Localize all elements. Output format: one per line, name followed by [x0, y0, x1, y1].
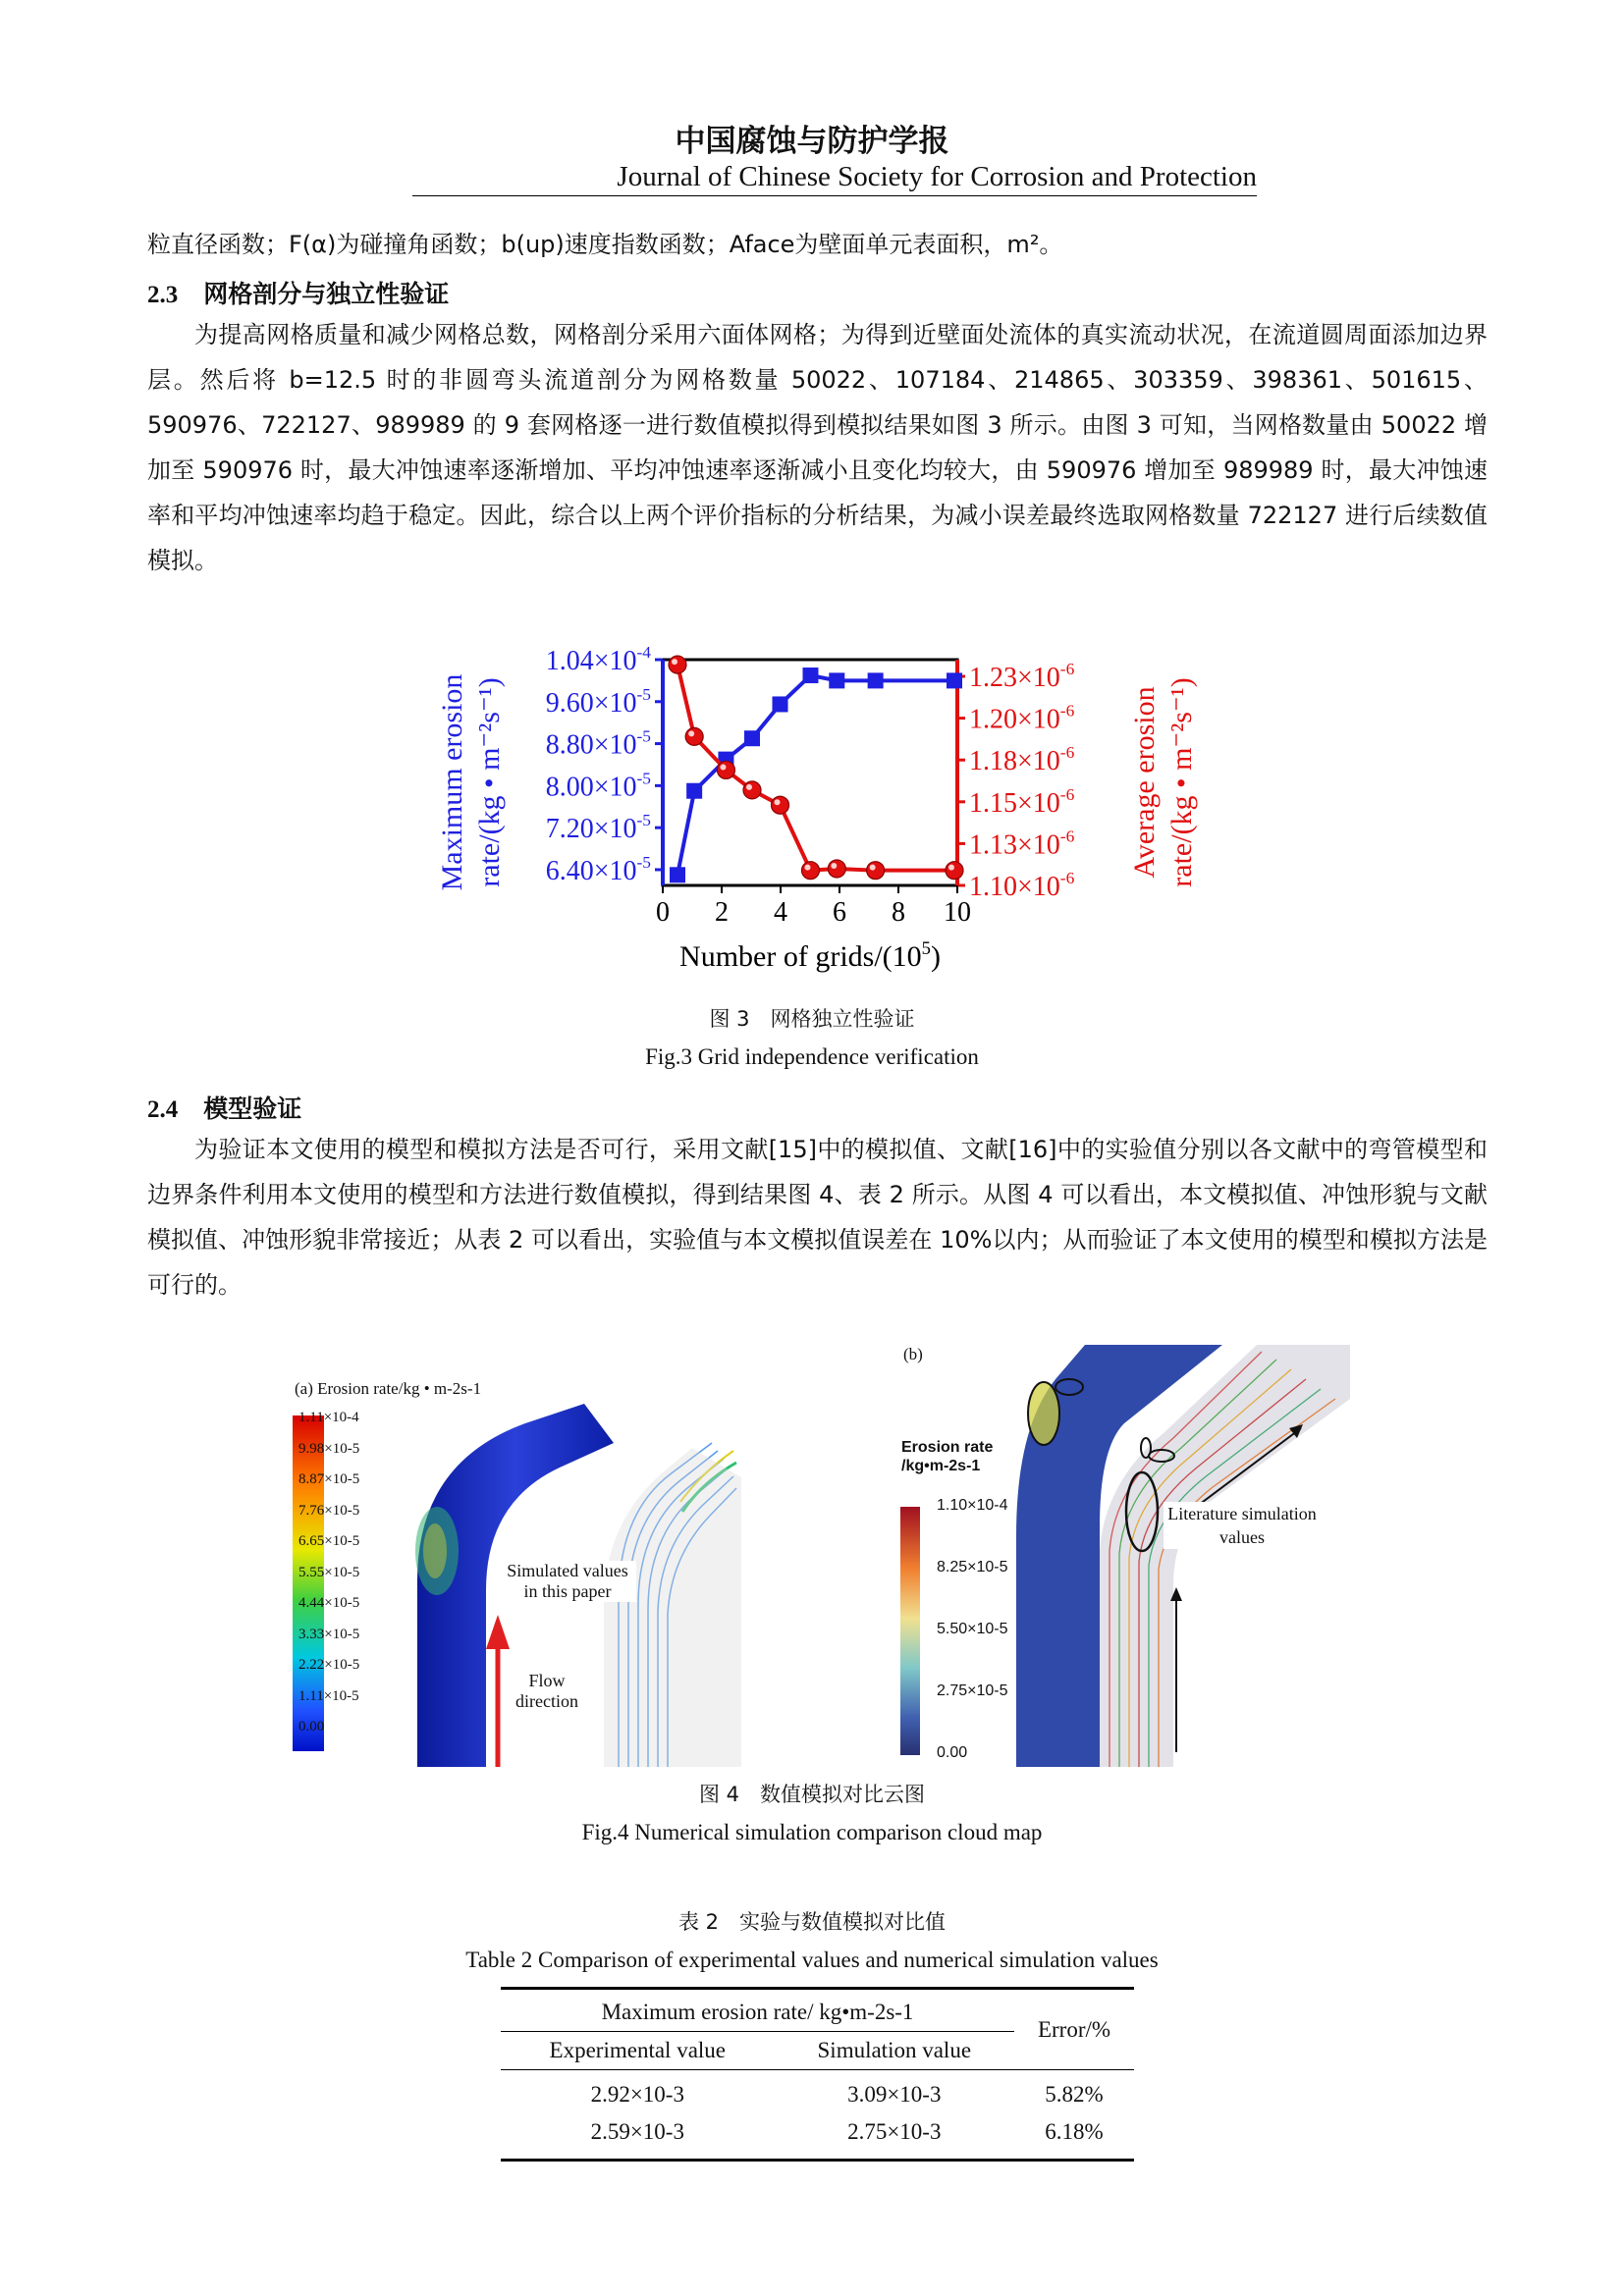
section-2-4-paragraph: 为验证本文使用的模型和模拟方法是否可行，采用文献[15]中的模拟值、文献[16]中的实验值分别以各文献中的弯管模型和边界条件利用本文使用的模型和方法进行数值模拟，得到结果图 4、表 2 所示。从图 4 可以看出，本文模拟值、冲蚀形貌与文献模拟值、冲蚀形貌非常接近；从表 2 可以看出，实验值与本文模拟值误差在 10%以内；从而验证了本文使用的模型和模拟方法是可行的。 [147, 1136, 1488, 1299]
data-point-square [868, 672, 884, 688]
fig4b-colorbar [900, 1507, 920, 1755]
data-point-highlight [948, 865, 954, 871]
fig4a-flow-label [513, 1671, 581, 1712]
fig4a-colorbar-title: (a) Erosion rate/kg • m-2s-1 [295, 1379, 482, 1398]
data-point-square [686, 783, 702, 799]
data-point-highlight [804, 865, 810, 871]
comparison-table [501, 1987, 1134, 2162]
data-point-circle [685, 727, 703, 745]
section-number: 2.3 [147, 282, 179, 308]
data-point-square [773, 696, 788, 712]
fig4b-title-line1: Erosion rate [901, 1439, 994, 1456]
data-point-highlight [870, 865, 876, 871]
flow-label-line1: Flow [528, 1671, 566, 1690]
x-tick-label: 2 [715, 897, 729, 928]
x-tick-label: 10 [944, 897, 971, 928]
data-point-square [802, 667, 818, 683]
section-number: 2.4 [147, 1096, 179, 1123]
fig4b-tick-list [925, 1497, 1013, 1762]
data-point-square [829, 672, 844, 688]
data-point-circle [828, 860, 845, 878]
table2-caption-en: Table 2 Comparison of experimental values and numerical simulation values [465, 1948, 1159, 1972]
y-right-axis-label: Average erosion [1128, 686, 1161, 879]
grid-independence-chart [422, 628, 1227, 991]
colorbar-tick-label: 5.55×10-5 [298, 1564, 360, 1580]
cell-simulation: 2.75×10-3 [775, 2113, 1014, 2161]
x-tick-label: 4 [774, 897, 787, 928]
fig4b-colorbar-title [901, 1438, 993, 1475]
table-group-header: Maximum erosion rate/ kg•m-2s-1 [501, 1989, 1014, 2032]
data-point-circle [801, 862, 819, 880]
journal-title-en: Journal of Chinese Society for Corrosion and Protection [412, 161, 1257, 196]
cell-experimental: 2.92×10-3 [590, 2082, 684, 2107]
fig4b-label-line1: Literature simulation [1167, 1504, 1317, 1523]
data-point-highlight [688, 730, 694, 736]
section-title: 网格剖分与独立性验证 [203, 280, 450, 308]
table-header-error: Error/% [1037, 2016, 1111, 2042]
section-2-3-paragraph: 为提高网格质量和减少网格总数，网格剖分采用六面体网格；为得到近壁面处流体的真实流动状况，在流道圆周面添加边界层。然后将 b=12.5 时的非圆弯头流道剖分为网格数量 50022、107184、214865、303359、398361、501615、590976、722127、989989 的 9 套网格逐一进行数值模拟得到模拟结果如图 3 所示。由图 3 可知，当网格数量由 50022 增加至 590976 时，最大冲蚀速率逐渐增加、平均冲蚀速率逐渐减小且变化均较大，由 590976 增加至 989989 时，最大冲蚀速率和平均冲蚀速率均趋于稳定。因此，综合以上两个评价指标的分析结果，为减小误差最终选取网格数量 722127 进行后续数值模拟。 [147, 321, 1488, 574]
data-point-circle [669, 656, 686, 673]
section-title: 模型验证 [203, 1095, 302, 1123]
colorbar-tick-label: 5.50×10-5 [937, 1621, 1008, 1637]
data-point-highlight [720, 764, 726, 770]
section-heading-2-4 [147, 1090, 301, 1125]
fig4a-label-line2: in this paper [523, 1581, 612, 1601]
data-point-square [670, 867, 685, 882]
colorbar-tick-label: 1.11×10-5 [298, 1687, 359, 1704]
section-heading-2-3 [147, 275, 449, 310]
y-left-tick-label: $1.04\times 10^{-4}$ [545, 643, 651, 676]
data-point-circle [946, 862, 963, 880]
cell-error: 6.18% [1014, 2113, 1134, 2161]
y-left-tick-label: $7.20\times 10^{-5}$ [545, 811, 651, 845]
fig4b-tag: (b) [903, 1345, 923, 1363]
colorbar-tick-label: 2.75×10-5 [937, 1682, 1008, 1699]
table-row [501, 2070, 1134, 2114]
y-left-tick-label: $6.40\times 10^{-5}$ [545, 852, 651, 886]
fig4b-label-line2: values [1219, 1527, 1265, 1547]
colorbar-tick-label: 3.33×10-5 [298, 1626, 360, 1642]
flow-label-line2: direction [515, 1691, 578, 1711]
fig4a-tick-list [287, 1410, 360, 1748]
data-point-highlight [672, 659, 677, 665]
colorbar-tick-label: 6.65×10-5 [298, 1533, 360, 1549]
intro-line: 粒直径函数；F(α)为碰撞角函数；b(up)速度指数函数；Aface为壁面单元表面积，m²。 [147, 231, 1063, 258]
table-row [501, 2113, 1134, 2161]
y-right-axis-label-2: rate/(kg • m⁻²s⁻¹) [1165, 677, 1198, 887]
cell-experimental: 2.59×10-3 [501, 2113, 775, 2161]
fig3-caption-en: Fig.3 Grid independence verification [645, 1044, 979, 1069]
data-point-circle [717, 761, 734, 778]
y-right-tick-label: $1.15\times 10^{-6}$ [969, 784, 1075, 819]
colorbar-tick-label: 1.10×10-4 [937, 1497, 1008, 1514]
colorbar-tick-label: 8.25×10-5 [937, 1559, 1008, 1575]
table2-caption-cn: 表 2 实验与数值模拟对比值 [677, 1910, 947, 1934]
colorbar-tick-label: 7.76×10-5 [298, 1502, 360, 1519]
fig4a-label-line1: Simulated values [507, 1561, 628, 1580]
y-left-tick-label: $8.00\times 10^{-5}$ [545, 769, 651, 803]
x-tick-label: 0 [656, 897, 670, 928]
data-point-circle [772, 796, 789, 814]
x-axis-label: Number of grids/$(10^5)$ [679, 938, 941, 973]
fig4b-label [1164, 1502, 1321, 1549]
fig3-caption-cn: 图 3 网格独立性验证 [709, 1007, 915, 1031]
cell-error: 5.82% [1045, 2082, 1104, 2107]
colorbar-tick-label: 2.22×10-5 [298, 1657, 360, 1673]
table-header-simulation: Simulation value [817, 2038, 972, 2062]
y-left-tick-label: $9.60\times 10^{-5}$ [545, 684, 651, 719]
y-right-tick-label: $1.10\times 10^{-6}$ [969, 869, 1075, 902]
colorbar-tick-label: 0.00 [937, 1744, 968, 1761]
plot-frame [663, 660, 957, 885]
y-right-tick-label: $1.23\times 10^{-6}$ [969, 660, 1075, 694]
data-point-highlight [831, 863, 837, 869]
data-point-circle [867, 862, 885, 880]
colorbar-tick-label: 8.87×10-5 [298, 1471, 360, 1487]
journal-title-cn: 中国腐蚀与防护学报 [675, 124, 949, 159]
data-point-square [744, 730, 760, 746]
fig4b-title-line2: /kg•m-2s-1 [901, 1458, 981, 1474]
colorbar-tick-label: 4.44×10-5 [298, 1595, 360, 1611]
fig4a-label [499, 1561, 636, 1602]
cell-simulation: 3.09×10-3 [847, 2082, 942, 2107]
data-point-square [947, 672, 962, 688]
y-right-tick-label: $1.13\times 10^{-6}$ [969, 827, 1075, 861]
x-tick-label: 8 [892, 897, 905, 928]
y-left-axis-label-2: rate/(kg • m⁻²s⁻¹) [473, 677, 506, 887]
fig4-caption-cn: 图 4 数值模拟对比云图 [698, 1783, 926, 1806]
y-right-tick-label: $1.18\times 10^{-6}$ [969, 743, 1075, 777]
colorbar-tick-label: 0.00 [298, 1719, 325, 1735]
table-header-experimental: Experimental value [549, 2038, 726, 2062]
y-left-axis-label: Maximum erosion [436, 673, 468, 891]
y-left-tick-label: $8.80\times 10^{-5}$ [545, 726, 651, 761]
colorbar-tick-label: 1.11×10-4 [298, 1410, 359, 1425]
data-point-highlight [746, 784, 752, 790]
fig4-caption-en: Fig.4 Numerical simulation comparison cloud map [581, 1820, 1043, 1844]
data-point-highlight [775, 799, 781, 805]
data-point-circle [743, 781, 761, 799]
x-tick-label: 6 [833, 897, 846, 928]
colorbar-tick-label: 9.98×10-5 [298, 1440, 360, 1457]
y-right-tick-label: $1.20\times 10^{-6}$ [969, 701, 1075, 735]
